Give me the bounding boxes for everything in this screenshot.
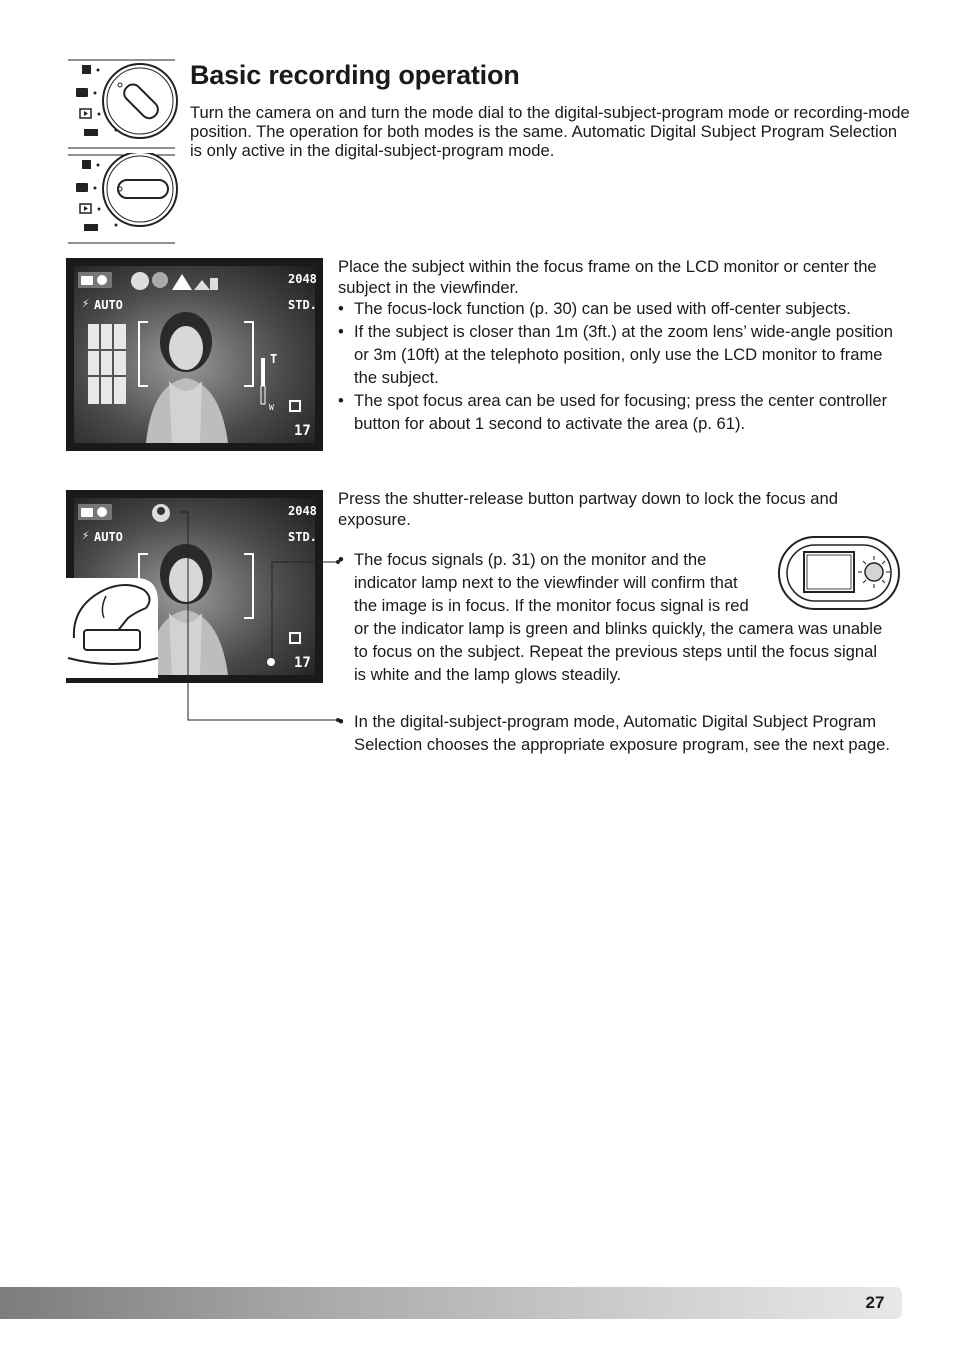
page-number: 27 <box>865 1293 885 1312</box>
section1-bullet: • The focus-lock function (p. 30) can be used with off-center subjects. <box>338 297 893 320</box>
flash-mode-icon: ⚡ <box>82 528 90 542</box>
portrait-program-icon <box>150 502 172 524</box>
section2-lead: Press the shutter-release button partway down to lock the focus and exposure. <box>338 489 838 529</box>
image-size-indicator: 2048 <box>288 504 317 518</box>
finger-press-icon <box>66 578 161 678</box>
intro-paragraph: Turn the camera on and turn the mode dial to the digital-subject-program mode or recording-mode position. The operation for both modes is the same. Automatic Digital Subject Program Selection is only active in the digital-subject-program mode. <box>190 103 910 160</box>
frame-counter: 17 <box>294 655 311 671</box>
flash-mode-label: AUTO <box>94 298 123 312</box>
frame-counter: 17 <box>294 423 311 439</box>
section1-bullets <box>338 297 893 435</box>
image-size-indicator: 2048 <box>288 272 317 286</box>
image-quality-indicator: STD. <box>288 298 317 312</box>
image-quality-indicator: STD. <box>288 530 317 544</box>
section2-bullet: • In the digital-subject-program mode, Automatic Digital Subject Program Selection chooses the appropriate exposure program, see the next page. <box>338 710 893 756</box>
section1-bullet: • If the subject is closer than 1m (3ft.) at the zoom lens’ wide-angle position or 3m (10ft) at the telephoto position, only use the LCD monitor to frame the subject. <box>338 320 893 389</box>
mode-dial-illustration-recording <box>64 153 178 245</box>
camera-mode-icon <box>78 272 112 288</box>
bullet-float-spacer <box>753 548 893 616</box>
subject-program-icons <box>130 270 220 292</box>
section2-bullets-dsp <box>338 710 893 756</box>
page-title: Basic recording operation <box>190 60 520 90</box>
flash-mode-label: AUTO <box>94 530 123 544</box>
zoom-tele-label: T <box>270 352 278 366</box>
flash-mode-icon: ⚡ <box>82 296 90 310</box>
section2-bullet-focus-signals: • The focus signals (p. 31) on the monitor and the indicator lamp next to the viewfinder will confirm that the image is in focus. If the monitor focus signal is red or the indicator lamp is green and blinks quickly, the camera was unable to focus on the subject. Repeat the previous steps until the focus signal is white and the lamp glows steadily. <box>338 548 893 686</box>
zoom-wide-label: W <box>269 403 274 412</box>
camera-mode-icon <box>78 504 112 520</box>
lcd-monitor-framing <box>66 258 323 451</box>
lcd-monitor-focus-lock <box>66 490 323 683</box>
section2-bullets <box>338 548 893 686</box>
footer-bar <box>0 1287 902 1319</box>
section1-bullet: • The spot focus area can be used for focusing; press the center controller button for about 1 second to activate the area (p. 61). <box>338 389 893 435</box>
section1-lead: Place the subject within the focus frame on the LCD monitor or center the subject in the viewfinder. <box>338 257 877 297</box>
mode-dial-illustration-dsp <box>64 58 178 150</box>
